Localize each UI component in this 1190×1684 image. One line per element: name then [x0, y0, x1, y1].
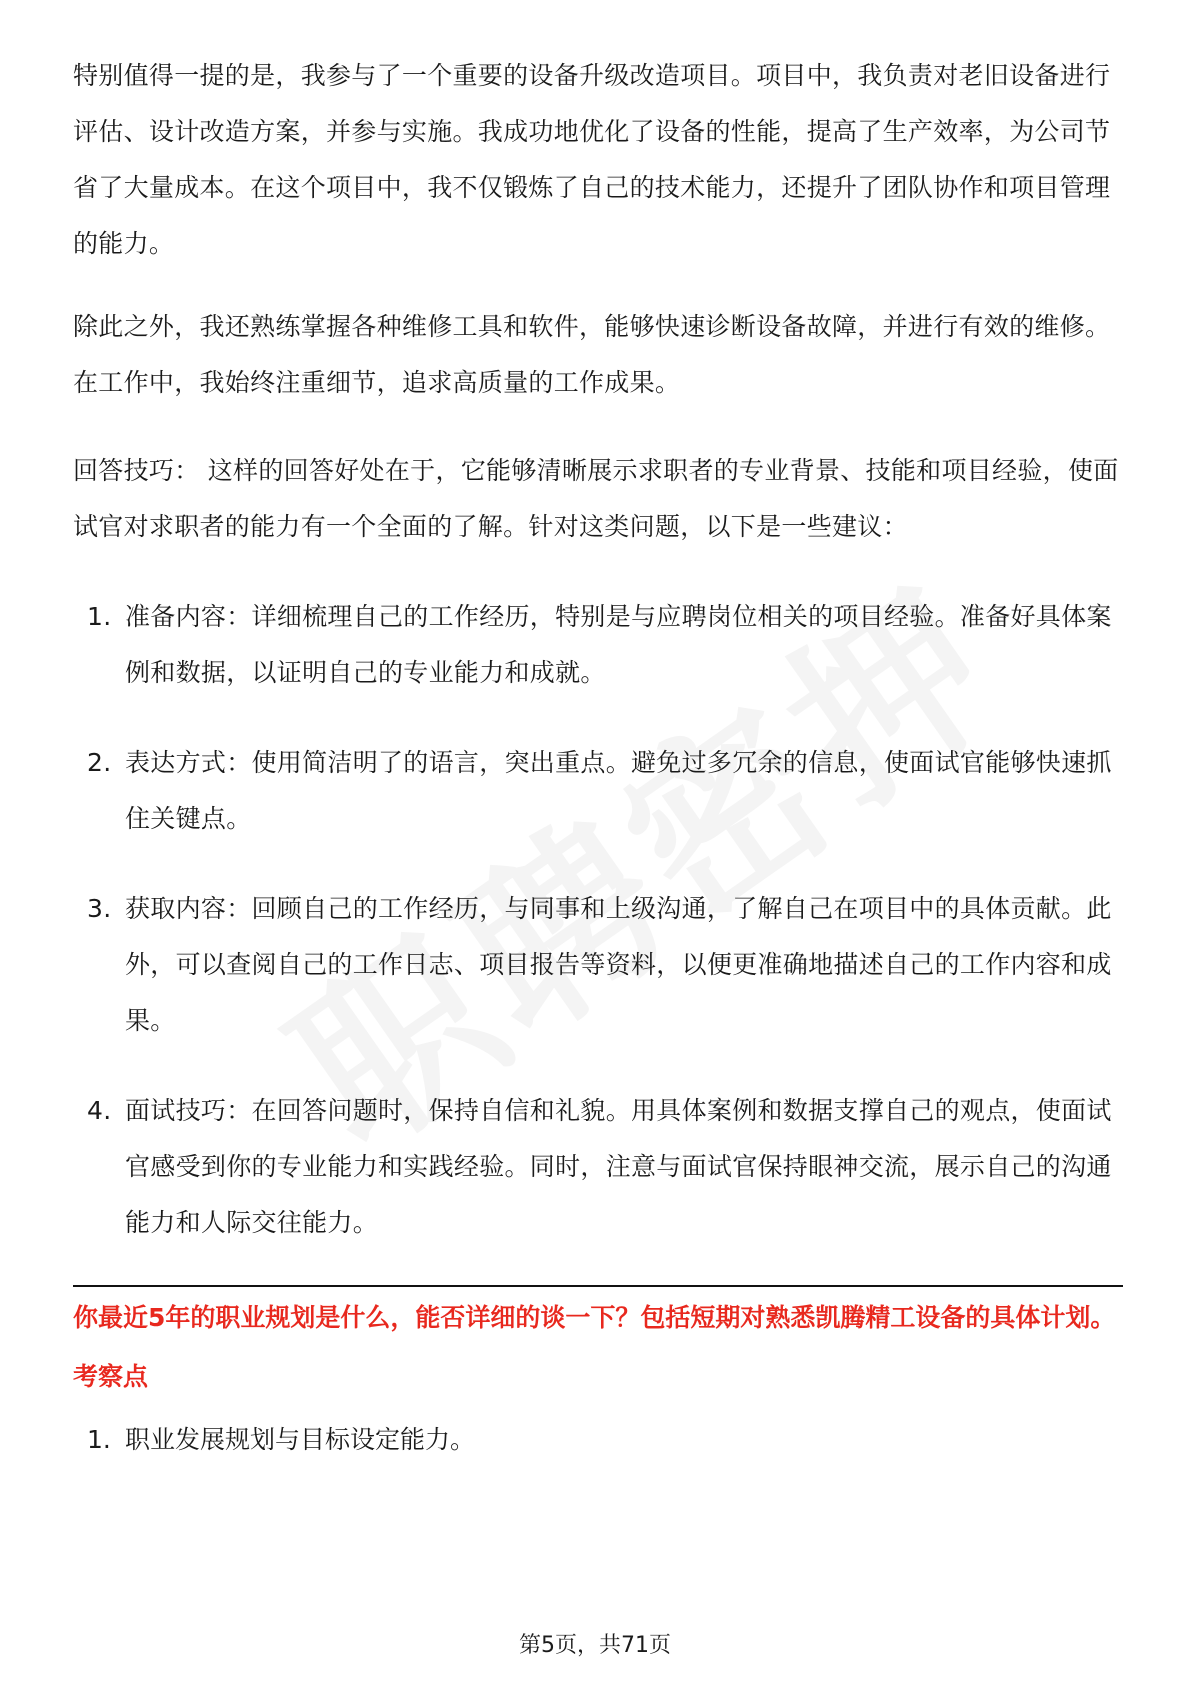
- list-item-number: 3.: [87, 894, 112, 923]
- list-item-text: 准备内容：详细梳理自己的工作经历，特别是与应聘岗位相关的项目经验。准备好具体案例和数据，以证明自己的专业能力和成就。: [125, 602, 1112, 687]
- paragraph-answer-tips: 回答技巧： 这样的回答好处在于，它能够清晰展示求职者的专业背景、技能和项目经验，使面试官对求职者的能力有一个全面的了解。针对这类问题，以下是一些建议：: [73, 456, 1119, 541]
- list-item: [73, 1417, 1123, 1463]
- list-item: [73, 881, 1123, 1049]
- assessment-points-list: [73, 1417, 1123, 1463]
- list-item-number: 1.: [87, 602, 112, 631]
- list-item-text: 面试技巧：在回答问题时，保持自信和礼貌。用具体案例和数据支撑自己的观点，使面试官感受到你的专业能力和实践经验。同时，注意与面试官保持眼神交流，展示自己的沟通能力和人际交往能力。: [125, 1096, 1112, 1237]
- document-page: [73, 48, 1123, 1463]
- section-label: 考察点: [73, 1362, 149, 1391]
- list-item-number: 4.: [87, 1096, 112, 1125]
- list-item-number: 1.: [87, 1425, 111, 1454]
- question-heading: 你最近5年的职业规划是什么，能否详细的谈一下？包括短期对熟悉凯腾精工设备的具体计划。: [73, 1303, 1116, 1332]
- list-item: [73, 735, 1123, 847]
- list-item-text: 职业发展规划与目标设定能力。: [125, 1425, 476, 1454]
- paragraph-tools-skills: 除此之外，我还熟练掌握各种维修工具和软件，能够快速诊断设备故障，并进行有效的维修。在工作中，我始终注重细节，追求高质量的工作成果。: [73, 312, 1111, 397]
- tips-list: [73, 589, 1123, 1251]
- page-number: 第5页，共71页: [519, 1633, 671, 1658]
- list-item-number: 2.: [87, 748, 112, 777]
- list-item: [73, 589, 1123, 701]
- list-item-text: 获取内容：回顾自己的工作经历，与同事和上级沟通，了解自己在项目中的具体贡献。此外，可以查阅自己的工作日志、项目报告等资料，以便更准确地描述自己的工作内容和成果。: [125, 894, 1112, 1035]
- list-item-text: 表达方式：使用简洁明了的语言，突出重点。避免过多冗余的信息，使面试官能够快速抓住关键点。: [125, 748, 1112, 833]
- list-item: [73, 1083, 1123, 1251]
- paragraph-project-experience: 特别值得一提的是，我参与了一个重要的设备升级改造项目。项目中，我负责对老旧设备进行评估、设计改造方案，并参与实施。我成功地优化了设备的性能，提高了生产效率，为公司节省了大量成本。在这个项目中，我不仅锻炼了自己的技术能力，还提升了团队协作和项目管理的能力。: [73, 61, 1111, 258]
- section-divider: [73, 1285, 1123, 1287]
